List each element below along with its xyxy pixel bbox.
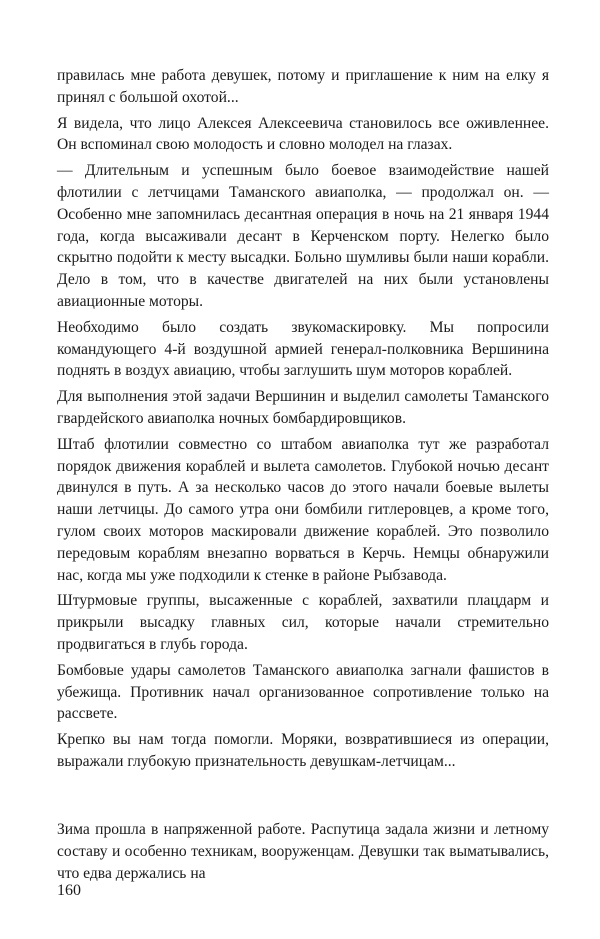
paragraph-3: — Длительным и успешным было боевое взаимодействие нашей флотилии с летчицами Таманского авиаполка, — продолжал он. — Особенно мне запомнилась десантная операция в ночь на 21 января 1944 года, когда высаживали десант в Керченском порту. Нелегко было скрытно подойти к месту высадки. Больно шумливы были наши корабли. Дело в том, что в качестве двигателей на них были установлены авиационные моторы. [57, 162, 549, 310]
paragraph-9: Крепко вы нам тогда помогли. Моряки, возвратившиеся из операции, выражали глубокую признательность девушкам-летчицам... [57, 731, 549, 770]
text-block-top [57, 65, 549, 773]
paragraph-10: Зима прошла в напряженной работе. Распутица задала жизни и летному составу и особенно техникам, вооруженцам. Девушки так выматывались, что едва держались на [57, 821, 549, 882]
paragraph-4: Необходимо было создать звукомаскировку. Мы попросили командующего 4-й воздушной армией генерал-полковника Вершинина поднять в воздух авиацию, чтобы заглушить шум моторов кораблей. [57, 318, 549, 380]
paragraph-2: Я видела, что лицо Алексея Алексеевича становилось все оживленнее. Он вспоминал свою молодость и словно молодел на глазах. [57, 114, 549, 154]
page-number: 160 [57, 882, 81, 899]
text-block-bottom [57, 819, 549, 884]
paragraph-8: Бомбовые удары самолетов Таманского авиаполка загнали фашистов в убежища. Противник начал организованное сопротивление только на рассвете. [57, 661, 549, 723]
paragraph-5: Для выполнения этой задачи Вершинин и выделил самолеты Таманского гвардейского авиаполка ночных бомбардировщиков. [57, 388, 549, 427]
paragraph-7: Штурмовые группы, высаженные с кораблей, захватили плацдарм и прикрыли высадку главных сил, которые начали стремительно продвигаться в глубь города. [57, 592, 549, 653]
paragraph-1: правилась мне работа девушек, потому и приглашение к ним на елку я принял с большой охотой... [57, 67, 549, 106]
paragraph-6: Штаб флотилии совместно со штабом авиаполка тут же разработал порядок движения кораблей и вылета самолетов. Глубокой ночью десант двинулся в путь. А за несколько часов до этого начали боевые вылеты наши летчицы. До самого утра они бомбили гитлеровцев, а кроме того, гулом своих моторов маскировали движение кораблей. Это позволило передовым кораблям внезапно ворваться в Керчь. Немцы обнаружили нас, когда мы уже подходили к стенке в районе Рыбзавода. [57, 435, 549, 584]
